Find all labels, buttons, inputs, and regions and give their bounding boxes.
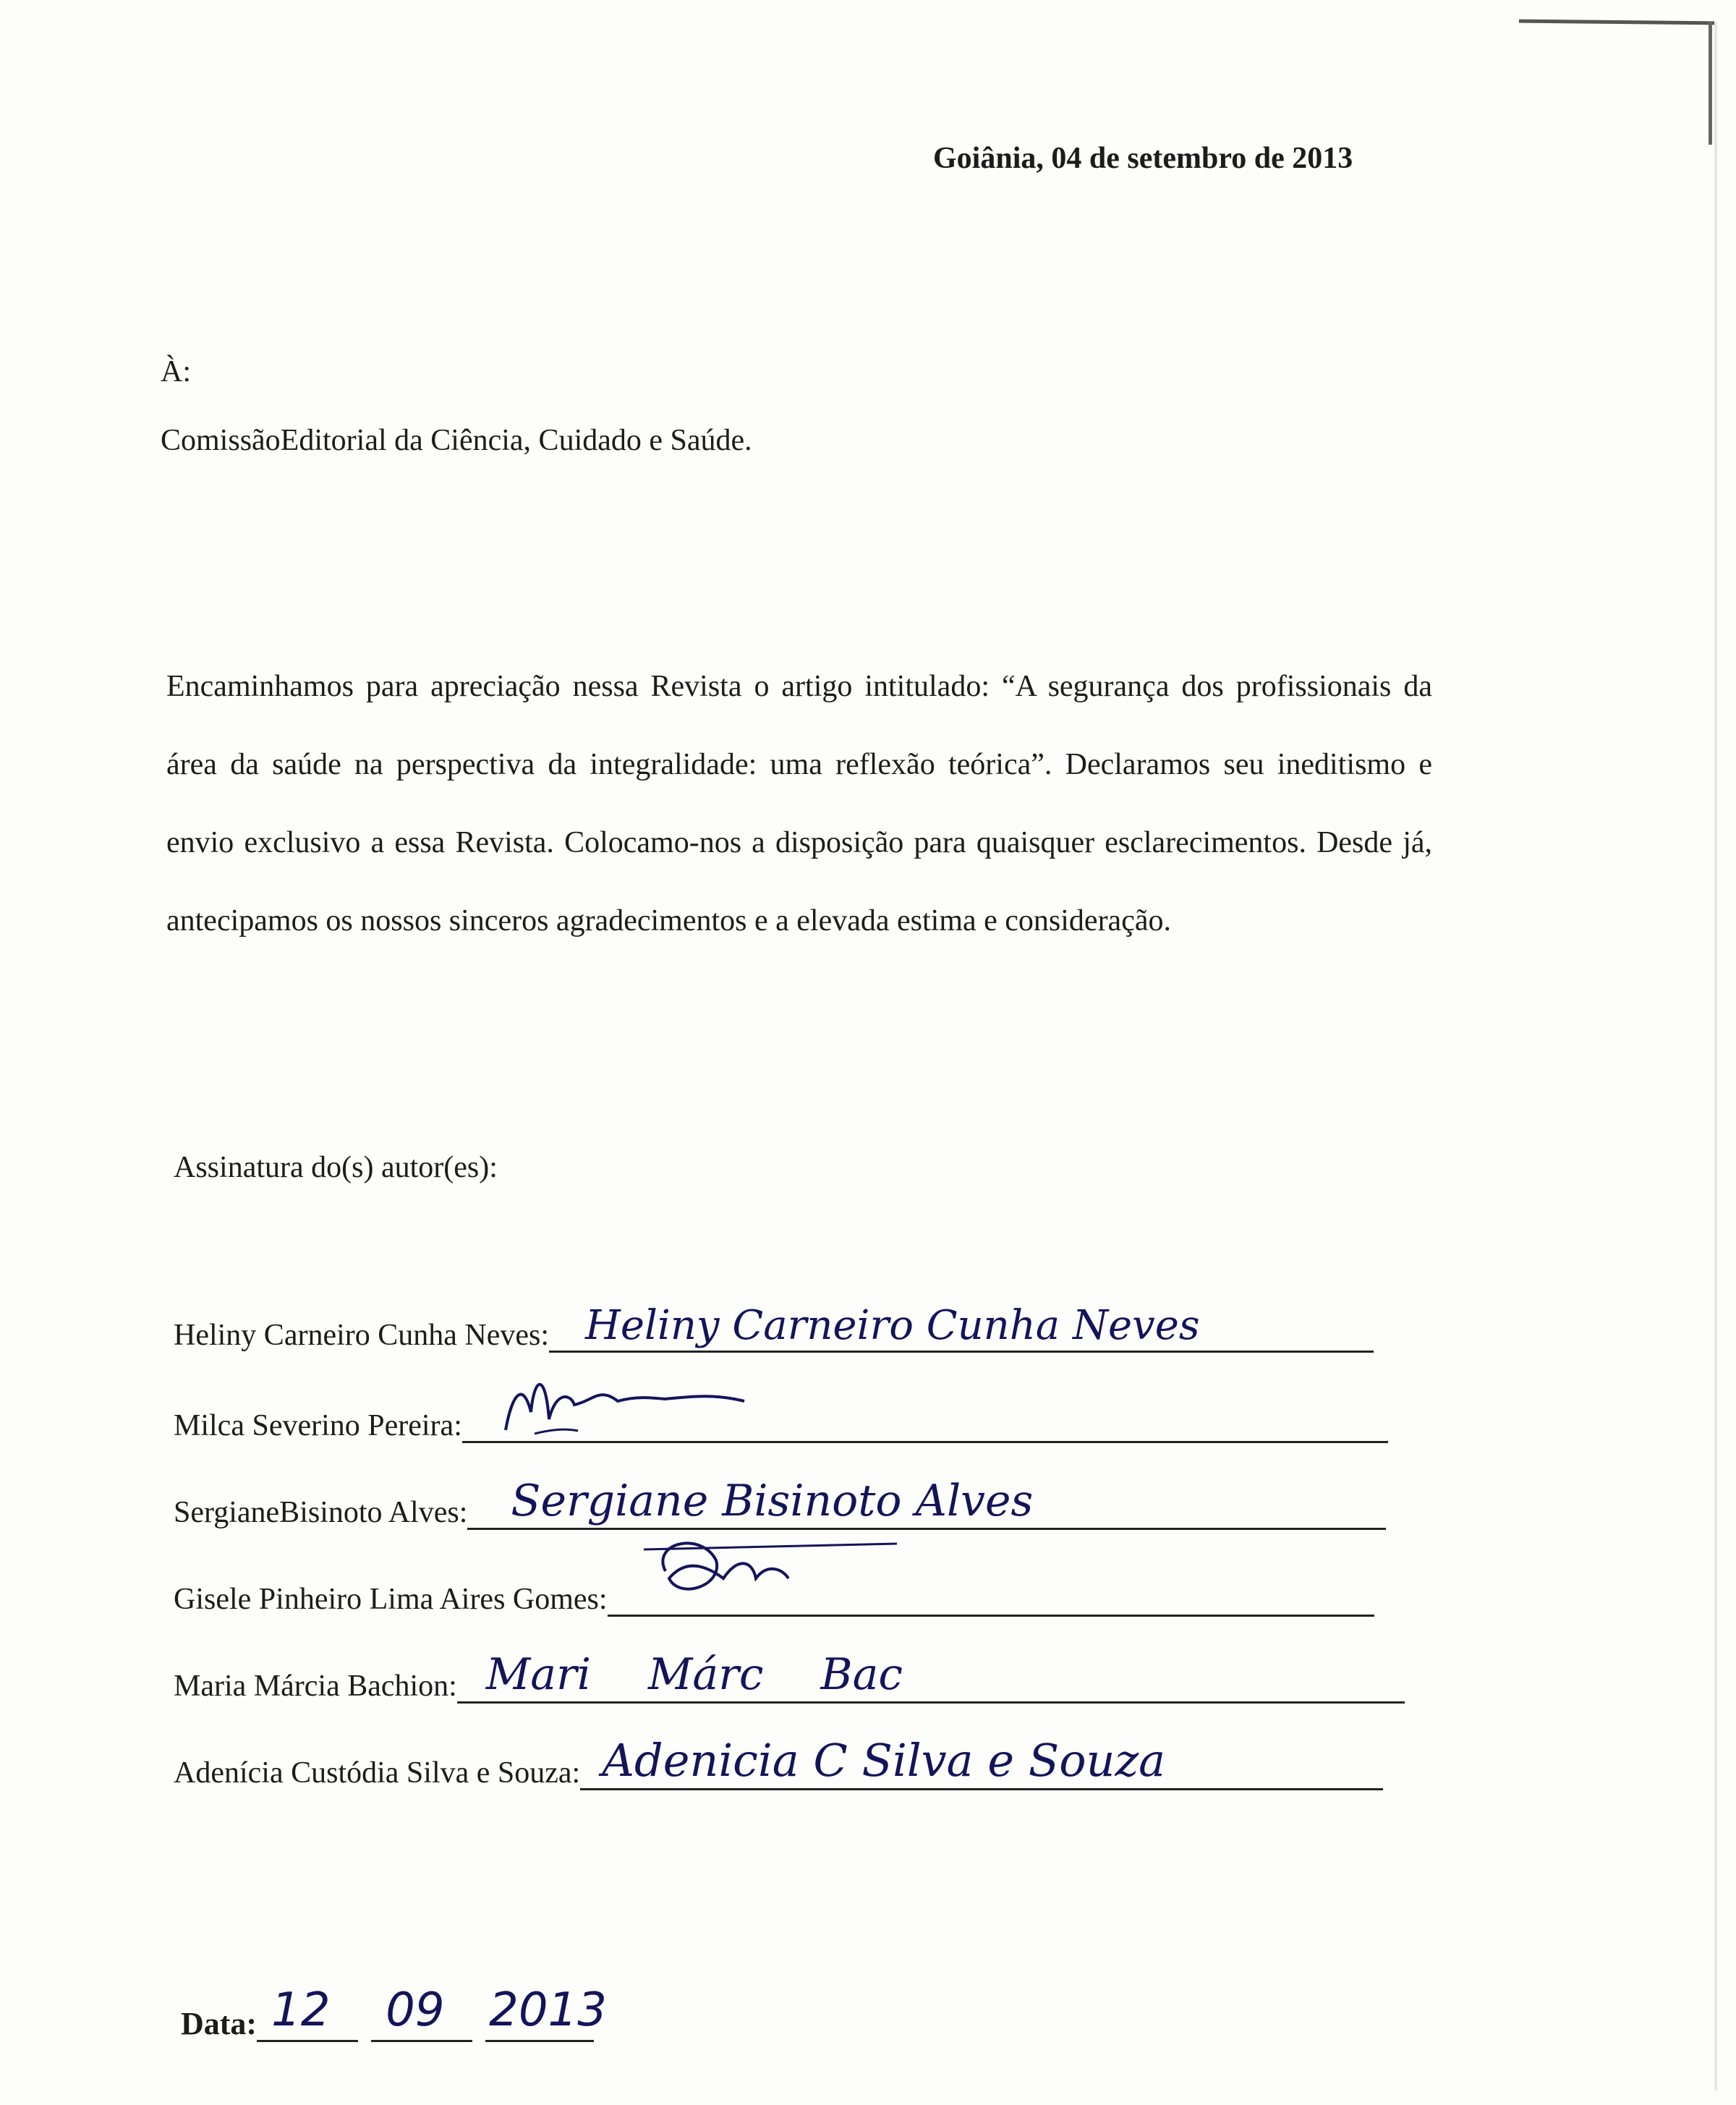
date-month: 09 — [386, 1983, 445, 2037]
handwritten-signature: Heliny Carneiro Cunha Neves — [585, 1302, 1200, 1349]
date-day: 12 — [271, 1983, 331, 2037]
place-date: Goiânia, 04 de setembro de 2013 — [933, 142, 1353, 175]
signature-label: Milca Severino Pereira: — [174, 1409, 462, 1442]
signature-label: Heliny Carneiro Cunha Neves: — [174, 1319, 550, 1352]
signature-line — [608, 1564, 1374, 1617]
handwritten-signature: Adenicia C Silva e Souza — [602, 1734, 1166, 1787]
signature-row-bachion — [174, 1649, 1405, 1704]
recipient-label: À: — [161, 355, 191, 388]
date-month-line — [371, 1982, 472, 2042]
date-field — [181, 1982, 607, 2042]
signature-row-gomes — [174, 1566, 1374, 1617]
handwritten-signature: Sergiane Bisinoto Alves — [511, 1476, 1034, 1526]
signature-line — [467, 1477, 1386, 1530]
signature-line — [457, 1651, 1405, 1704]
signature-line — [462, 1390, 1388, 1443]
signature-label: Maria Márcia Bachion: — [174, 1670, 457, 1703]
signature-row-souza — [174, 1734, 1383, 1790]
signature-label: SergianeBisinoto Alves: — [174, 1496, 468, 1529]
letter-body: Encaminhamos para apreciação nessa Revista o artigo intitulado: “A segurança dos profissionais da área da saúde na perspectiva da integralidade: uma reflexão teórica”. Declaramos seu ineditismo e envio exclusivo a essa Revista. Colocamo-nos a disposição para quaisquer esclarecimentos. Desde já, antecipamos os nossos sinceros agradecimentos e a elevada estima e consideração. — [166, 670, 1432, 937]
date-label: Data: — [181, 2006, 258, 2041]
signatures-heading: Assinatura do(s) autor(es): — [174, 1151, 498, 1184]
handwritten-signature: Mari Márc Bac — [485, 1649, 903, 1700]
signature-scribble — [491, 1361, 795, 1441]
page-edge-shadow — [1714, 22, 1717, 2091]
scan-corner-mark — [1519, 20, 1714, 25]
scan-corner-mark-side — [1709, 22, 1712, 145]
signature-row-neves — [174, 1302, 1374, 1353]
signature-scribble — [637, 1528, 911, 1615]
date-year: 2013 — [489, 1983, 607, 2037]
date-day-line — [257, 1982, 358, 2042]
signature-row-pereira — [174, 1392, 1388, 1443]
date-year-line — [485, 1982, 607, 2042]
recipient-name: ComissãoEditorial da Ciência, Cuidado e Saúde. — [161, 424, 752, 457]
signature-row-alves — [174, 1476, 1386, 1530]
signature-line — [549, 1300, 1374, 1353]
signature-label: Adenícia Custódia Silva e Souza: — [174, 1756, 581, 1790]
signature-line — [580, 1734, 1383, 1790]
signature-label: Gisele Pinheiro Lima Aires Gomes: — [174, 1583, 608, 1616]
